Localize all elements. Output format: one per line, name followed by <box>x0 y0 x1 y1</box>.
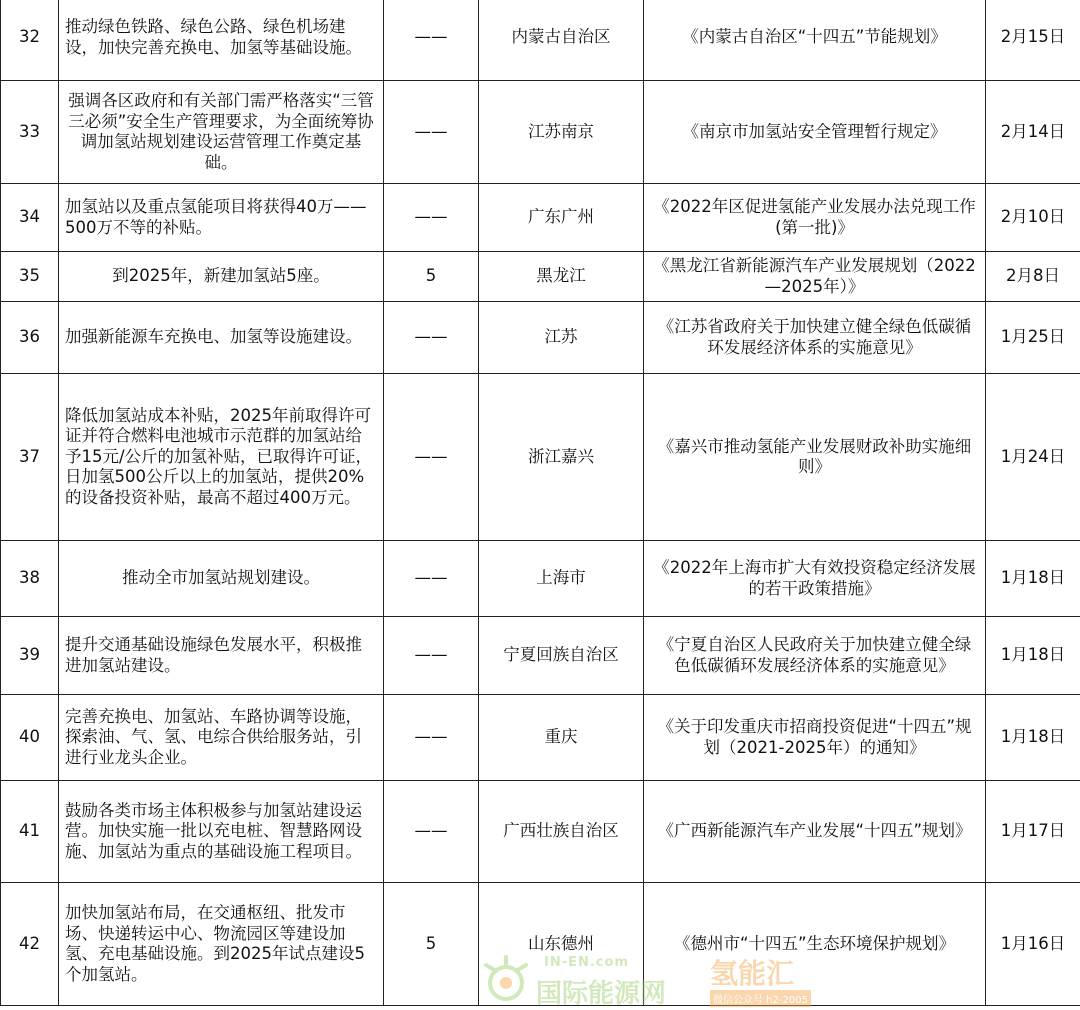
policy-document: 《德州市“十四五”生态环境保护规划》 <box>644 883 986 1006</box>
policy-content: 推动绿色铁路、绿色公路、绿色机场建设，加快完善充换电、加氢等基础设施。 <box>59 0 384 81</box>
policy-document: 《内蒙古自治区“十四五”节能规划》 <box>644 0 986 81</box>
publish-date: 2月14日 <box>986 81 1080 184</box>
region: 浙江嘉兴 <box>479 374 644 541</box>
station-count: —— <box>384 0 479 81</box>
region: 山东德州 <box>479 883 644 1006</box>
publish-date: 1月18日 <box>986 541 1080 617</box>
policy-content: 加强新能源车充换电、加氢等设施建设。 <box>59 302 384 374</box>
brand-name: 氢能汇 <box>710 952 794 992</box>
policy-content: 加氢站以及重点氢能项目将获得40万——500万不等的补贴。 <box>59 184 384 252</box>
row-number: 36 <box>1 302 59 374</box>
table-row <box>1 781 1080 883</box>
table-row <box>1 617 1080 695</box>
table-row <box>1 374 1080 541</box>
region: 江苏 <box>479 302 644 374</box>
row-number: 39 <box>1 617 59 695</box>
row-number: 38 <box>1 541 59 617</box>
table-row <box>1 541 1080 617</box>
region: 黑龙江 <box>479 252 644 302</box>
publish-date: 2月10日 <box>986 184 1080 252</box>
policy-content: 加快加氢站布局，在交通枢纽、批发市场、快递转运中心、物流园区等建设加氢、充电基础设施。到2025年试点建设5个加氢站。 <box>59 883 384 1006</box>
policy-content: 推动全市加氢站规划建设。 <box>59 541 384 617</box>
station-count: —— <box>384 81 479 184</box>
policy-content: 完善充换电、加氢站、车路协调等设施，探索油、气、氢、电综合供给服务站，引进行业龙头企业。 <box>59 695 384 781</box>
station-count: —— <box>384 374 479 541</box>
region: 内蒙古自治区 <box>479 0 644 81</box>
publish-date: 2月8日 <box>986 252 1080 302</box>
publish-date: 1月25日 <box>986 302 1080 374</box>
policy-document: 《2022年区促进氢能产业发展办法兑现工作(第一批)》 <box>644 184 986 252</box>
table-row <box>1 302 1080 374</box>
publish-date: 1月18日 <box>986 617 1080 695</box>
publish-date: 1月18日 <box>986 695 1080 781</box>
station-count: —— <box>384 541 479 617</box>
row-number: 32 <box>1 0 59 81</box>
table-row <box>1 252 1080 302</box>
station-count: —— <box>384 695 479 781</box>
policy-content: 强调各区政府和有关部门需严格落实“三管三必须”安全生产管理要求，为全面统筹协调加氢站规划建设运营管理工作奠定基础。 <box>59 81 384 184</box>
station-count: —— <box>384 781 479 883</box>
table-row <box>1 0 1080 81</box>
station-count: —— <box>384 184 479 252</box>
region: 重庆 <box>479 695 644 781</box>
policy-document: 《2022年上海市扩大有效投资稳定经济发展的若干政策措施》 <box>644 541 986 617</box>
policy-document: 《广西新能源汽车产业发展“十四五”规划》 <box>644 781 986 883</box>
publish-date: 1月17日 <box>986 781 1080 883</box>
row-number: 41 <box>1 781 59 883</box>
policy-content: 提升交通基础设施绿色发展水平，积极推进加氢站建设。 <box>59 617 384 695</box>
brand-subtitle: 微信公众号 h2-2005 <box>710 990 811 1007</box>
publish-date: 1月24日 <box>986 374 1080 541</box>
station-count: 5 <box>384 252 479 302</box>
policy-document: 《江苏省政府关于加快建立健全绿色低碳循环发展经济体系的实施意见》 <box>644 302 986 374</box>
region: 广西壮族自治区 <box>479 781 644 883</box>
policy-document: 《宁夏自治区人民政府关于加快建立健全绿色低碳循环发展经济体系的实施意见》 <box>644 617 986 695</box>
station-count: 5 <box>384 883 479 1006</box>
table-row <box>1 883 1080 1006</box>
row-number: 40 <box>1 695 59 781</box>
policy-document: 《南京市加氢站安全管理暂行规定》 <box>644 81 986 184</box>
publish-date: 2月15日 <box>986 0 1080 81</box>
policy-content: 降低加氢站成本补贴，2025年前取得许可证并符合燃料电池城市示范群的加氢站给予15元/公斤的加氢补贴，已取得许可证，日加氢500公斤以上的加氢站，提供20%的设备投资补贴，最高不超过400万元。 <box>59 374 384 541</box>
policy-document: 《黑龙江省新能源汽车产业发展规划（2022—2025年）》 <box>644 252 986 302</box>
table-row <box>1 695 1080 781</box>
policy-document: 《关于印发重庆市招商投资促进“十四五”规划（2021-2025年）的通知》 <box>644 695 986 781</box>
table-row <box>1 184 1080 252</box>
in-en-site-name: 国际能源网 <box>536 973 666 1010</box>
region: 江苏南京 <box>479 81 644 184</box>
region: 上海市 <box>479 541 644 617</box>
region: 宁夏回族自治区 <box>479 617 644 695</box>
row-number: 42 <box>1 883 59 1006</box>
row-number: 34 <box>1 184 59 252</box>
station-count: —— <box>384 617 479 695</box>
region: 广东广州 <box>479 184 644 252</box>
row-number: 35 <box>1 252 59 302</box>
policy-content: 鼓励各类市场主体积极参与加氢站建设运营。加快实施一批以充电桩、智慧路网设施、加氢站为重点的基础设施工程项目。 <box>59 781 384 883</box>
row-number: 33 <box>1 81 59 184</box>
policy-content: 到2025年，新建加氢站5座。 <box>59 252 384 302</box>
policy-document: 《嘉兴市推动氢能产业发展财政补助实施细则》 <box>644 374 986 541</box>
station-count: —— <box>384 302 479 374</box>
row-number: 37 <box>1 374 59 541</box>
in-en-domain: IN-EN.com <box>544 955 629 970</box>
publish-date: 1月16日 <box>986 883 1080 1006</box>
table-row <box>1 81 1080 184</box>
